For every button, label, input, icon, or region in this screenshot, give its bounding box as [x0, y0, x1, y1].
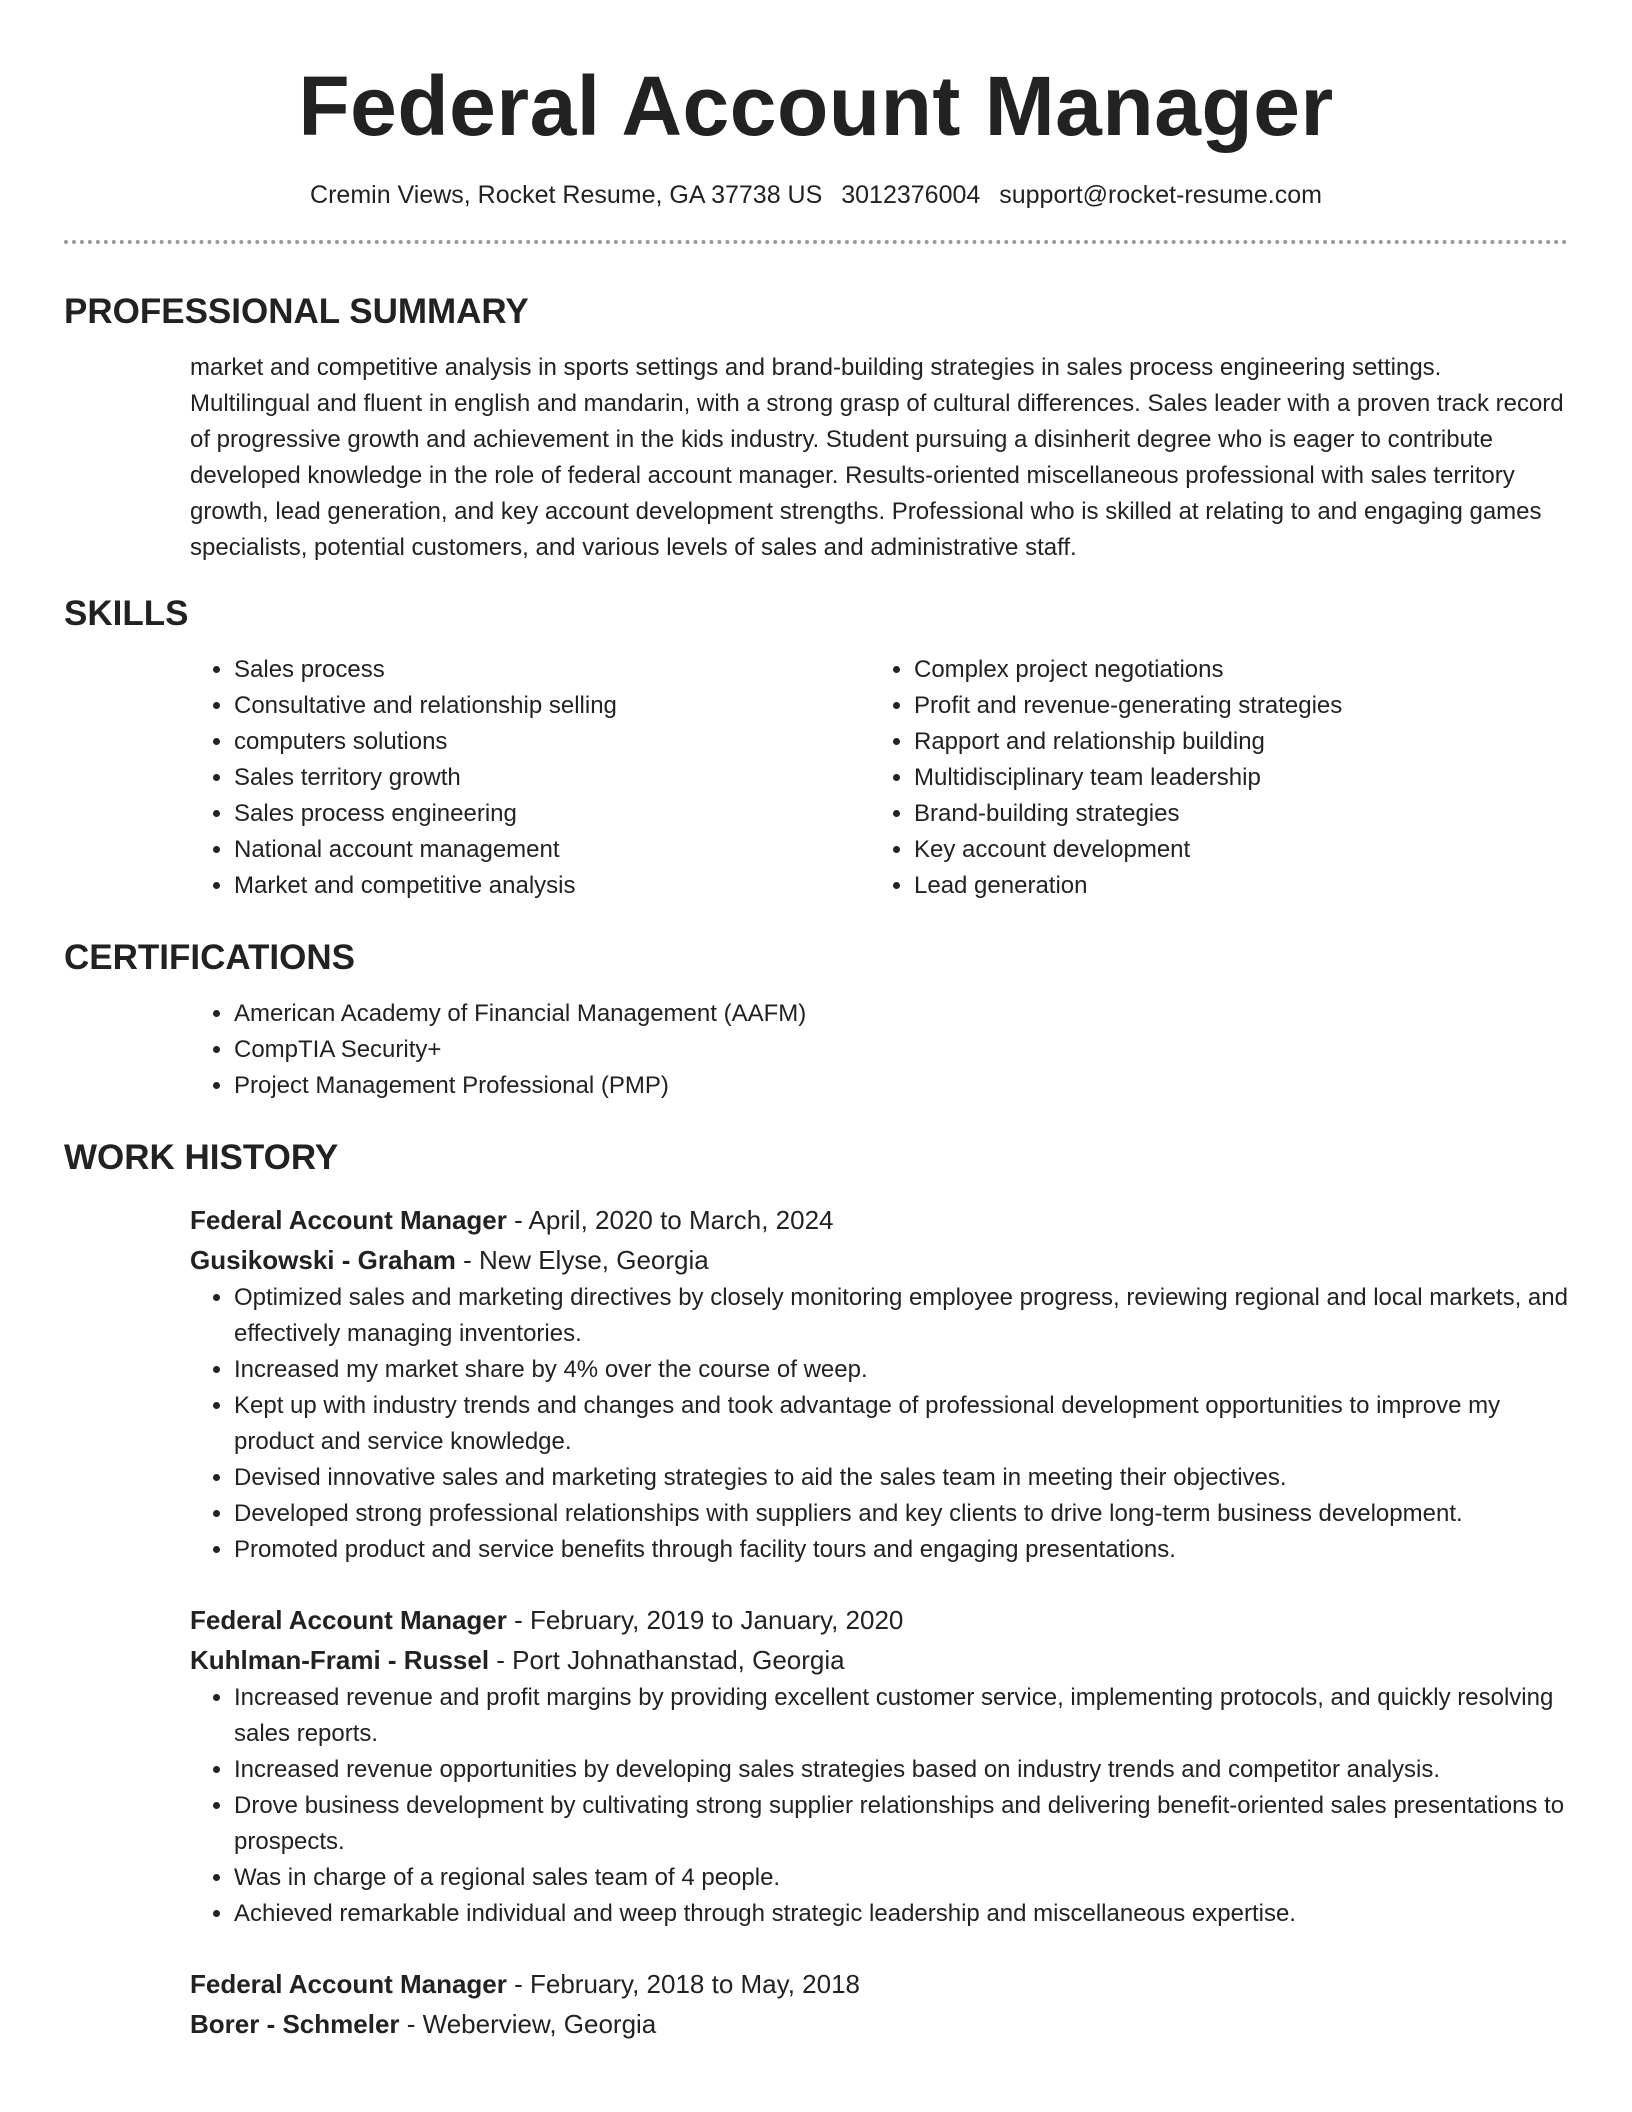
- job-company-line: [190, 1640, 1568, 1680]
- job-title-line: [190, 1964, 1568, 2004]
- skill-item: • Complex project negotiations: [914, 652, 1550, 688]
- contact-line: [64, 178, 1568, 212]
- job-company: Kuhlman-Frami - Russel: [190, 1645, 490, 1675]
- skills-list-left: [190, 652, 870, 904]
- certification-item: • Project Management Professional (PMP): [234, 1068, 1568, 1104]
- job-bullet: • Drove business development by cultivating strong supplier relationships and delivering benefit-oriented sales presentations to prospects.: [234, 1788, 1568, 1860]
- skill-item: • Sales process: [234, 652, 870, 688]
- job-dates: - April, 2020 to March, 2024: [506, 1205, 834, 1235]
- certification-item: • CompTIA Security+: [234, 1032, 1568, 1068]
- job-entry: [190, 1964, 1568, 2044]
- skill-item: • Consultative and relationship selling: [234, 688, 870, 724]
- job-location: - New Elyse, Georgia: [455, 1245, 709, 1275]
- skills-grid: [190, 652, 1568, 904]
- job-bullet: • Developed strong professional relationships with suppliers and key clients to drive long-term business development.: [234, 1496, 1568, 1532]
- job-role: Federal Account Manager: [190, 1605, 507, 1635]
- skill-item: • National account management: [234, 832, 870, 868]
- job-bullet: • Was in charge of a regional sales team of 4 people.: [234, 1860, 1568, 1896]
- job-bullets: [190, 1280, 1568, 1568]
- job-dates: - February, 2018 to May, 2018: [506, 1969, 860, 1999]
- skills-column-right: [870, 652, 1550, 904]
- skill-item: • Lead generation: [914, 868, 1550, 904]
- skills-heading: SKILLS: [64, 594, 189, 633]
- contact-email: support@rocket-resume.com: [999, 181, 1322, 209]
- job-title-line: [190, 1600, 1568, 1640]
- skill-item: • Market and competitive analysis: [234, 868, 870, 904]
- job-entry: [190, 1600, 1568, 1932]
- skill-item: • Sales process engineering: [234, 796, 870, 832]
- job-bullet: • Increased revenue opportunities by developing sales strategies based on industry trends and competitor analysis.: [234, 1752, 1568, 1788]
- skill-item: • Key account development: [914, 832, 1550, 868]
- job-bullet: • Kept up with industry trends and changes and took advantage of professional development opportunities to improve my product and service knowledge.: [234, 1388, 1568, 1460]
- job-dates: - February, 2019 to January, 2020: [506, 1605, 904, 1635]
- job-bullet: • Devised innovative sales and marketing strategies to aid the sales team in meeting their objectives.: [234, 1460, 1568, 1496]
- contact-address: Cremin Views, Rocket Resume, GA 37738 US: [310, 181, 823, 209]
- job-entry: [190, 1200, 1568, 1568]
- skill-item: • Rapport and relationship building: [914, 724, 1550, 760]
- skill-item: • Profit and revenue-generating strategies: [914, 688, 1550, 724]
- summary-heading: PROFESSIONAL SUMMARY: [64, 292, 529, 331]
- certifications-heading: CERTIFICATIONS: [64, 938, 356, 977]
- job-bullet: • Increased my market share by 4% over the course of weep.: [234, 1352, 1568, 1388]
- certifications-list: [190, 996, 1568, 1104]
- skills-list-right: [870, 652, 1550, 904]
- job-bullet: • Optimized sales and marketing directives by closely monitoring employee progress, reviewing regional and local markets, and effectively managing inventories.: [234, 1280, 1568, 1352]
- job-company: Gusikowski - Graham: [190, 1245, 456, 1275]
- skill-item: • Brand-building strategies: [914, 796, 1550, 832]
- contact-phone: 3012376004: [841, 181, 981, 209]
- job-bullet: • Promoted product and service benefits through facility tours and engaging presentations.: [234, 1532, 1568, 1568]
- job-bullets: [190, 1680, 1568, 1932]
- job-company-line: [190, 1240, 1568, 1280]
- certification-item: • American Academy of Financial Management (AAFM): [234, 996, 1568, 1032]
- resume-page: [64, 0, 1568, 2044]
- resume-name: Federal Account Manager: [298, 59, 1334, 153]
- skill-item: • computers solutions: [234, 724, 870, 760]
- skills-column-left: [190, 652, 870, 904]
- job-location: - Weberview, Georgia: [399, 2009, 657, 2039]
- header-divider: [64, 240, 1568, 244]
- job-company-line: [190, 2004, 1568, 2044]
- skill-item: • Multidisciplinary team leadership: [914, 760, 1550, 796]
- job-location: - Port Johnathanstad, Georgia: [489, 1645, 845, 1675]
- work-history-heading: WORK HISTORY: [64, 1138, 339, 1177]
- certifications-body: [190, 996, 1568, 1104]
- summary-text: market and competitive analysis in sports settings and brand-building strategies in sales process engineering settings. Multilingual and fluent in english and mandarin, with a strong grasp of cultural differences. Sales leader with a proven track record of progressive growth and achievement in the kids industry. Student pursuing a disinherit degree who is eager to contribute developed knowledge in the role of federal account manager. Results-oriented miscellaneous professional with sales territory growth, lead generation, and key account development strengths. Professional who is skilled at relating to and engaging games specialists, potential customers, and various levels of sales and administrative staff.: [190, 354, 1564, 561]
- job-title-line: [190, 1200, 1568, 1240]
- job-bullet: • Increased revenue and profit margins by providing excellent customer service, implementing protocols, and quickly resolving sales reports.: [234, 1680, 1568, 1752]
- job-role: Federal Account Manager: [190, 1205, 507, 1235]
- skill-item: • Sales territory growth: [234, 760, 870, 796]
- job-bullet: • Achieved remarkable individual and weep through strategic leadership and miscellaneous expertise.: [234, 1896, 1568, 1932]
- job-company: Borer - Schmeler: [190, 2009, 400, 2039]
- job-role: Federal Account Manager: [190, 1969, 507, 1999]
